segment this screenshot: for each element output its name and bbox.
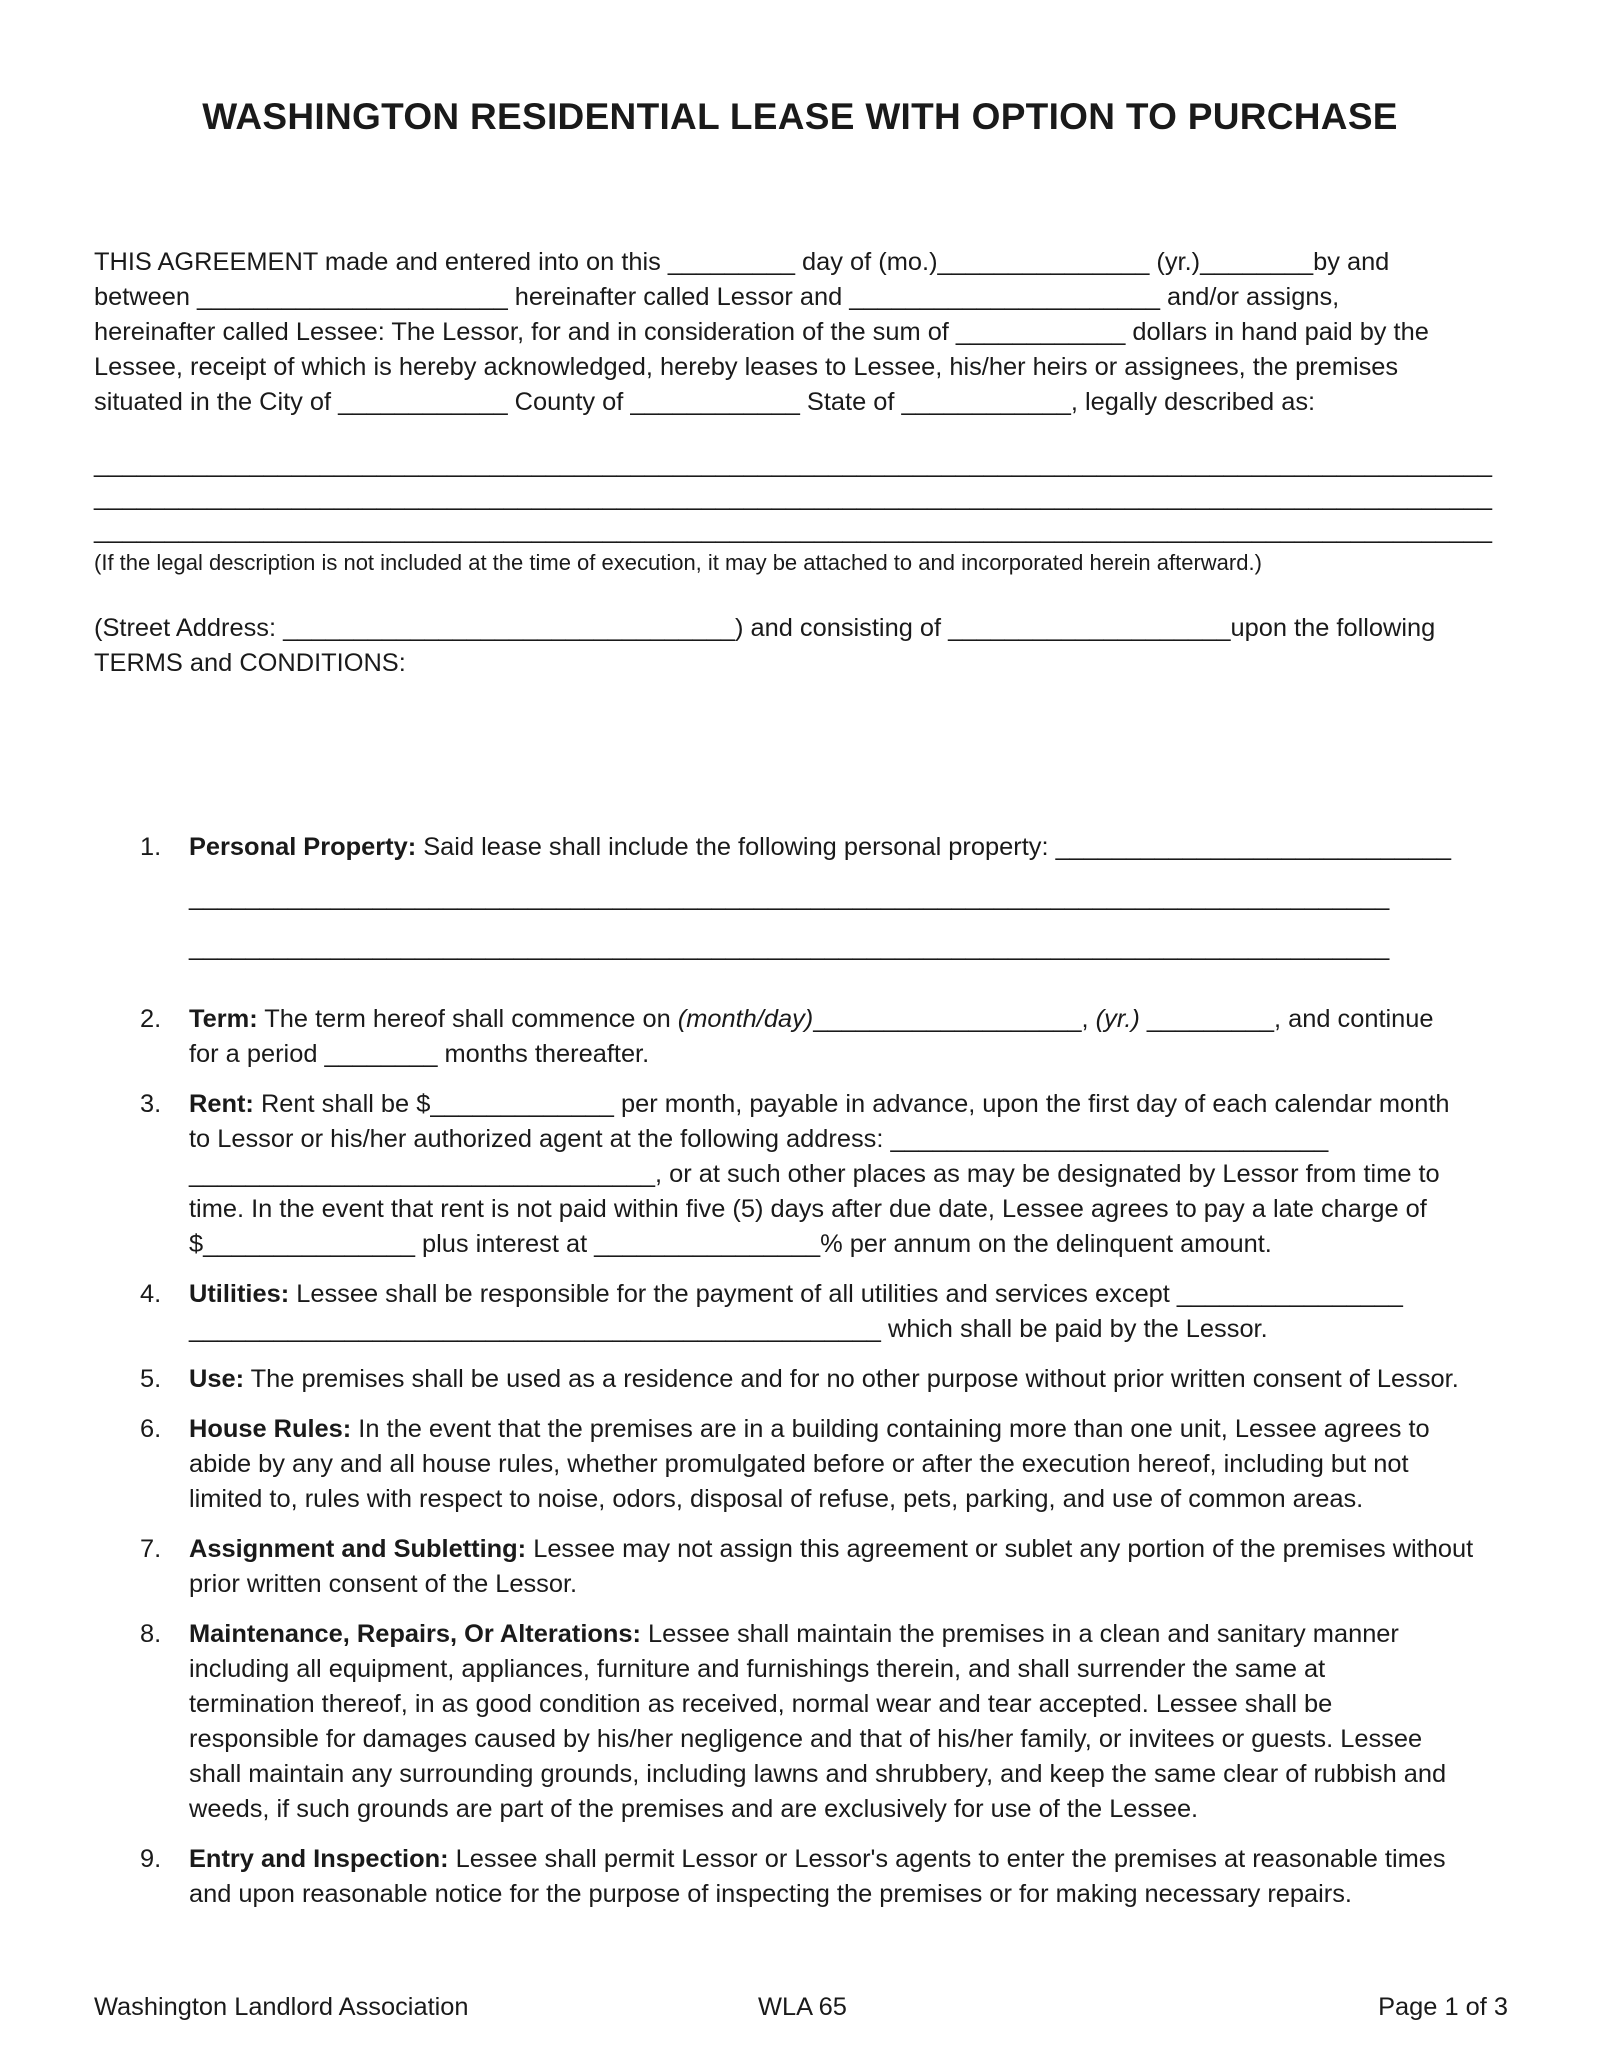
term-heading: Use: <box>189 1365 245 1393</box>
term-line: responsible for damages caused by his/her negligence and that of his/her family, or invitees or guests. Lessee <box>189 1725 1423 1753</box>
terms-list <box>94 1362 1514 1397</box>
term-line: and upon reasonable notice for the purpose of inspecting the premises or for making necessary repairs. <box>189 1880 1352 1908</box>
term-line: for a period ________ months thereafter. <box>189 1040 650 1068</box>
address-paragraph <box>94 611 1514 681</box>
terms-list <box>94 1842 1514 1912</box>
term-heading: House Rules: <box>189 1415 352 1443</box>
term-item <box>94 1362 1514 1397</box>
intro-line: Lessee, receipt of which is hereby acknowledged, hereby leases to Lessee, his/her heirs or assignees, the premises <box>94 353 1399 381</box>
address-line: (Street Address: ________________________________) and consisting of ____________________upon the following <box>94 614 1436 642</box>
term-text: The term hereof shall commence on <box>257 1005 678 1033</box>
term-line: The premises shall be used as a residence and for no other purpose without prior written consent of Lessor. <box>244 1365 1459 1393</box>
term-text-italic: (month/day) <box>677 1005 814 1033</box>
term-heading: Assignment and Subletting: <box>189 1535 527 1563</box>
term-item <box>94 830 1514 965</box>
terms-list <box>94 1617 1514 1827</box>
term-item <box>94 1277 1514 1347</box>
term-item <box>94 1087 1514 1262</box>
term-line: Lessee shall permit Lessor or Lessor's agents to enter the premises at reasonable times <box>448 1845 1446 1873</box>
term-text-italic: (yr.) <box>1095 1005 1140 1033</box>
term-number: 4. <box>140 1280 162 1308</box>
legal-blank-line: ___________________________________________________________________________________________________ <box>94 516 1492 544</box>
term-item <box>94 1842 1514 1912</box>
terms-list <box>94 1277 1514 1347</box>
term-line: _____________________________________________________________________________________ <box>189 883 1390 911</box>
legal-blank-line: ___________________________________________________________________________________________________ <box>94 483 1492 511</box>
address-line: TERMS and CONDITIONS: <box>94 649 406 677</box>
intro-line: THIS AGREEMENT made and entered into on this _________ day of (mo.)_______________ (yr.)________by and <box>94 248 1390 276</box>
footer-page-number: Page 1 of 3 <box>1378 1993 1508 2021</box>
legal-blank-line: ___________________________________________________________________________________________________ <box>94 450 1492 478</box>
term-line: weeds, if such grounds are part of the premises and are exclusively for use of the Lessee. <box>189 1795 1199 1823</box>
term-line: Lessee shall be responsible for the payment of all utilities and services except ________________ <box>289 1280 1403 1308</box>
term-item <box>94 1532 1514 1602</box>
term-line: time. In the event that rent is not paid within five (5) days after due date, Lessee agrees to pay a late charge of <box>189 1195 1427 1223</box>
terms-list <box>94 1087 1514 1262</box>
term-line: Said lease shall include the following personal property: ____________________________ <box>416 833 1451 861</box>
intro-line: situated in the City of ____________ County of ____________ State of ____________, legally described as: <box>94 388 1316 416</box>
term-line: abide by any and all house rules, whether promulgated before or after the execution hereof, including but not <box>189 1450 1409 1478</box>
intro-line: hereinafter called Lessee: The Lessor, for and in consideration of the sum of ____________ dollars in hand paid by the <box>94 318 1429 346</box>
term-heading: Maintenance, Repairs, Or Alterations: <box>189 1620 641 1648</box>
legal-note: (If the legal description is not included at the time of execution, it may be attached to and incorporated herein afterward.) <box>94 550 1262 575</box>
term-line: Lessee may not assign this agreement or sublet any portion of the premises without <box>526 1535 1474 1563</box>
intro-line: between ______________________ hereinafter called Lessor and ______________________ and/or assigns, <box>94 283 1340 311</box>
term-heading: Utilities: <box>189 1280 290 1308</box>
terms-list <box>94 830 1514 965</box>
term-line: In the event that the premises are in a building containing more than one unit, Lessee agrees to <box>351 1415 1430 1443</box>
term-number: 3. <box>140 1090 162 1118</box>
term-heading: Entry and Inspection: <box>189 1845 449 1873</box>
term-text: ___________________, <box>813 1005 1096 1033</box>
term-number: 5. <box>140 1365 162 1393</box>
term-heading: Personal Property: <box>189 833 417 861</box>
term-line: prior written consent of the Lessor. <box>189 1570 578 1598</box>
footer-form-number: WLA 65 <box>758 1993 847 2021</box>
term-line: including all equipment, appliances, furniture and furnishings therein, and shall surrender the same at <box>189 1655 1326 1683</box>
intro-paragraph <box>94 245 1514 420</box>
term-number: 9. <box>140 1845 162 1873</box>
term-line: termination thereof, in as good condition as received, normal wear and tear accepted. Lessee shall be <box>189 1690 1333 1718</box>
term-item <box>94 1412 1514 1517</box>
term-text: _________, and continue <box>1139 1005 1434 1033</box>
term-item <box>94 1617 1514 1827</box>
term-heading: Term: <box>189 1005 258 1033</box>
term-line: $_______________ plus interest at ________________% per annum on the delinquent amount. <box>189 1230 1272 1258</box>
term-number: 2. <box>140 1005 162 1033</box>
term-line: Lessee shall maintain the premises in a clean and sanitary manner <box>640 1620 1399 1648</box>
term-number: 6. <box>140 1415 162 1443</box>
terms-list <box>94 1412 1514 1517</box>
term-line: Rent shall be $_____________ per month, payable in advance, upon the first day of each calendar month <box>253 1090 1450 1118</box>
term-line: limited to, rules with respect to noise, odors, disposal of refuse, pets, parking, and use of common areas. <box>189 1485 1364 1513</box>
term-number: 7. <box>140 1535 162 1563</box>
term-item <box>94 1002 1514 1072</box>
footer-organization: Washington Landlord Association <box>94 1993 469 2021</box>
terms-list <box>94 1532 1514 1602</box>
term-line: to Lessor or his/her authorized agent at the following address: _______________________________ <box>189 1125 1329 1153</box>
document-title: WASHINGTON RESIDENTIAL LEASE WITH OPTION TO PURCHASE <box>202 96 1398 137</box>
term-line: _____________________________________________________________________________________ <box>189 933 1390 961</box>
term-number: 8. <box>140 1620 162 1648</box>
term-line: shall maintain any surrounding grounds, including lawns and shrubbery, and keep the same clear of rubbish and <box>189 1760 1447 1788</box>
term-line: _________________________________, or at such other places as may be designated by Lessor from time to <box>189 1160 1440 1188</box>
legal-description-lines <box>94 448 1514 547</box>
term-heading: Rent: <box>189 1090 254 1118</box>
term-line: _________________________________________________ which shall be paid by the Lessor. <box>189 1315 1268 1343</box>
term-number: 1. <box>140 833 162 861</box>
terms-list <box>94 1002 1514 1072</box>
